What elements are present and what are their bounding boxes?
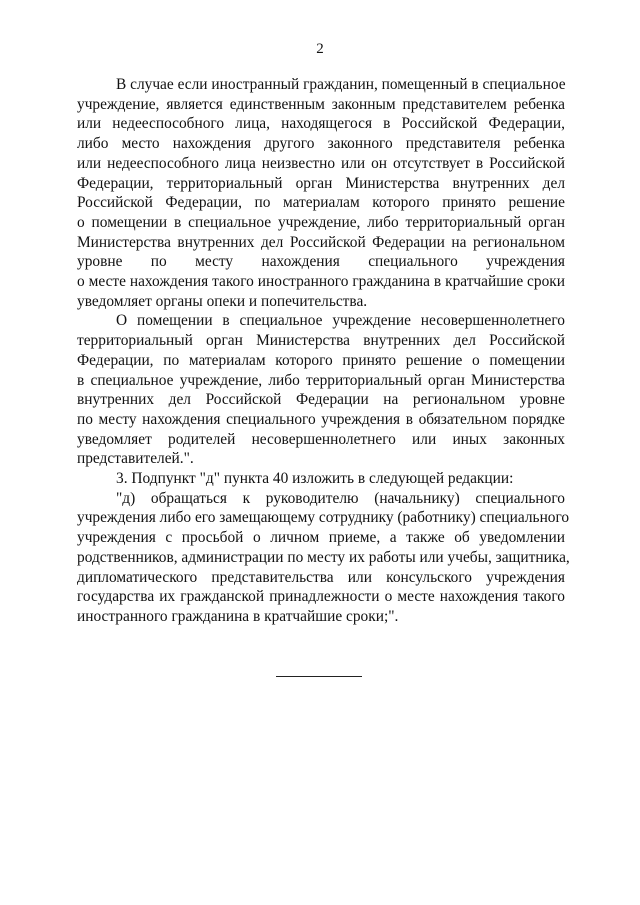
end-separator-line [276,676,362,677]
text-line: Федерации, по материалам которого принято решение о помещении [77,351,565,369]
text-line: государства их гражданской принадлежности о месте нахождения такого [77,588,565,606]
text-line: дипломатического представительства или консульского учреждения [77,568,565,586]
paragraph-subitem-d [77,489,570,627]
text-line: внутренних дел Российской Федерации на региональном уровне [77,391,565,409]
text-line: или недееспособного лица, находящегося в Российской Федерации, [77,115,565,133]
text-line: О помещении в специальное учреждение несовершеннолетнего [116,312,565,330]
paragraph-guardian-notification [77,75,565,311]
text-line: либо место нахождения другого законного представителя ребенка [77,135,565,153]
text-line: уведомляет органы опеки и попечительства. [77,292,368,310]
text-line: Российской Федерации, по материалам которого принято решение [77,194,565,212]
text-line: о месте нахождения такого иностранного гражданина в кратчайшие сроки [77,273,565,291]
text-line: Министерства внутренних дел Российской Федерации на региональном [77,233,565,251]
text-line: уведомляет родителей несовершеннолетнего или иных законных [77,430,565,448]
text-line: учреждения либо его замещающему сотруднику (работнику) специального [77,509,570,527]
text-line: по месту нахождения специального учреждения в обязательном порядке [77,410,565,428]
text-line: 3. Подпункт "д" пункта 40 изложить в следующей редакции: [116,470,514,488]
text-line: или недееспособного лица неизвестно или он отсутствует в Российской [77,154,565,172]
document-body [77,75,570,627]
text-line: уровне по месту нахождения специального учреждения [77,253,565,271]
text-line: представителей.". [77,450,194,468]
text-line: в специальное учреждение, либо территориальный орган Министерства [77,371,565,389]
text-line: "д) обращаться к руководителю (начальнику) специального [116,489,565,507]
text-line: о помещении в специальное учреждение, либо территориальный орган [77,213,565,231]
page-number: 2 [316,41,324,57]
text-line: учреждение, является единственным законным представителем ребенка [77,95,565,113]
text-line: Федерации, территориальный орган Министерства внутренних дел [77,174,565,192]
text-line: родственников, администрации по месту их работы или учебы, защитника, [77,548,570,566]
paragraph-minor-notification [77,311,565,469]
paragraph-amendment-item-3 [77,469,565,489]
text-line: учреждения с просьбой о личном приеме, а также об уведомлении [77,529,565,547]
text-line: иностранного гражданина в кратчайшие сроки;". [77,607,399,625]
text-line: территориальный орган Министерства внутренних дел Российской [77,332,565,350]
text-line: В случае если иностранный гражданин, помещенный в специальное [116,76,566,93]
